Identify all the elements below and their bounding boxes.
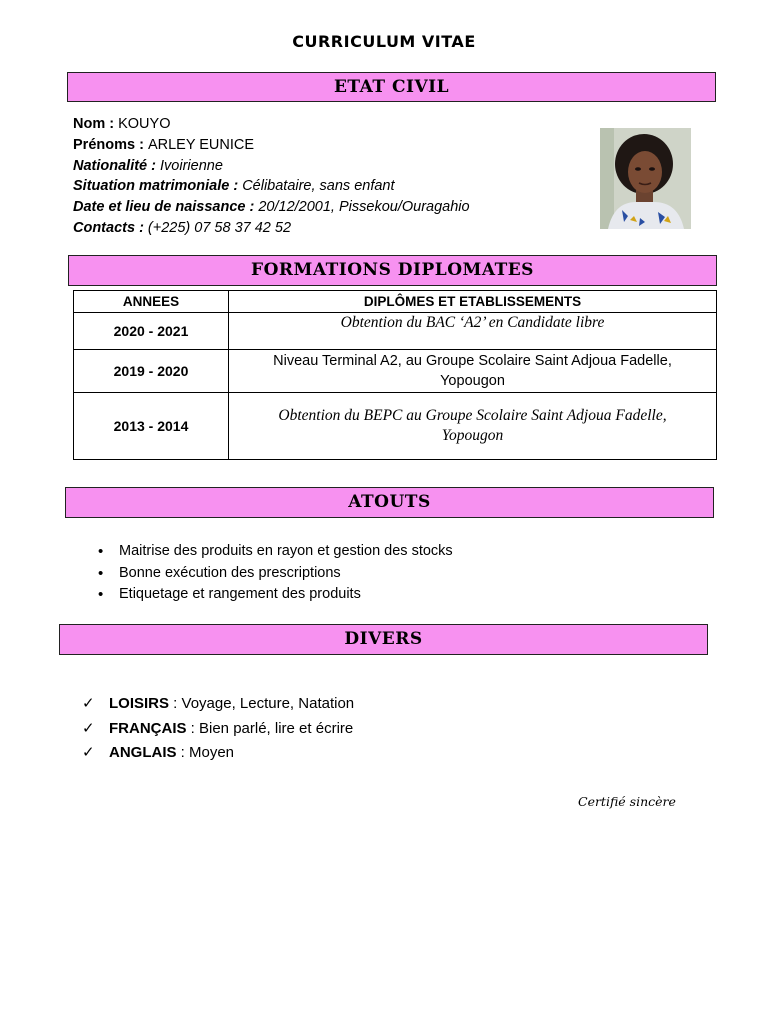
diploma-cell: [229, 393, 717, 460]
year-cell: 2013 - 2014: [74, 393, 229, 460]
list-item: • Bonne exécution des prescriptions: [98, 563, 453, 585]
field-label: Date et lieu de naissance :: [73, 199, 259, 216]
diploma-line: Obtention du BAC ‘A2’ en Candidate libre: [340, 314, 605, 331]
profile-photo: [600, 128, 691, 229]
field-value: (+225) 07 58 37 42 52: [147, 219, 292, 236]
formations-table: [73, 290, 717, 460]
checkmark-icon: ✓: [82, 695, 95, 712]
diploma-line: Yopougon: [440, 373, 505, 389]
field-value: ARLEY EUNICE: [147, 136, 255, 153]
civil-row-contacts: [73, 218, 470, 239]
item-label: FRANÇAIS: [109, 719, 187, 737]
diploma-line: Niveau Terminal A2, au Groupe Scolaire Saint Adjoua Fadelle,: [273, 353, 672, 369]
column-header-diplomes: DIPLÔMES ET ETABLISSEMENTS: [229, 291, 717, 313]
table-row: [74, 393, 717, 460]
field-value: KOUYO: [118, 116, 171, 132]
list-item: • Maitrise des produits en rayon et gestion des stocks: [98, 541, 453, 563]
field-value: Ivoirienne: [160, 157, 223, 174]
year-cell: 2020 - 2021: [74, 313, 229, 350]
civil-row-prenoms: [73, 135, 470, 156]
section-heading-formations: FORMATIONS DIPLOMATES: [68, 255, 717, 286]
diploma-cell: [229, 313, 717, 350]
item-label: LOISIRS: [109, 695, 170, 712]
list-item: [82, 741, 354, 766]
checkmark-icon: ✓: [82, 744, 95, 761]
column-header-annees: ANNEES: [74, 291, 229, 313]
civil-row-naissance: [73, 197, 470, 218]
list-item: • Etiquetage et rangement des produits: [98, 584, 453, 606]
diploma-cell: [229, 350, 717, 393]
table-header-row: [74, 291, 717, 313]
section-heading-etat-civil: ETAT CIVIL: [67, 72, 716, 102]
document-title: CURRICULUM VITAE: [292, 32, 476, 51]
civil-status-block: [73, 114, 470, 239]
item-value: : Bien parlé, lire et écrire: [186, 719, 354, 737]
portrait-image: [600, 128, 691, 229]
civil-row-situation: [73, 176, 470, 197]
certification-note: Certifié sincère: [578, 794, 676, 809]
civil-row-nom: [73, 114, 470, 135]
field-label: Nom :: [73, 116, 119, 132]
item-value: : Moyen: [176, 744, 235, 761]
field-label: Prénoms :: [73, 136, 148, 153]
list-item: [82, 692, 354, 717]
diploma-line: Yopougon: [441, 427, 504, 444]
section-heading-divers: DIVERS: [59, 624, 708, 655]
field-value: 20/12/2001, Pissekou/Ouragahio: [258, 199, 470, 216]
item-label: ANGLAIS: [109, 744, 177, 761]
diploma-line: Obtention du BEPC au Groupe Scolaire Saint Adjoua Fadelle,: [278, 407, 667, 424]
item-value: : Voyage, Lecture, Natation: [169, 695, 355, 712]
table-row: [74, 313, 717, 350]
field-label: Contacts :: [73, 219, 148, 236]
year-cell: 2019 - 2020: [74, 350, 229, 393]
field-label: Situation matrimoniale :: [73, 178, 243, 195]
table-row: [74, 350, 717, 393]
field-value: Célibataire, sans enfant: [242, 178, 395, 195]
field-label: Nationalité :: [73, 157, 161, 174]
divers-list: [82, 692, 354, 766]
atouts-list: [98, 541, 453, 606]
civil-row-nationalite: [73, 156, 470, 177]
section-heading-atouts: ATOUTS: [65, 487, 714, 518]
list-item: [82, 717, 354, 742]
checkmark-icon: ✓: [82, 719, 95, 737]
